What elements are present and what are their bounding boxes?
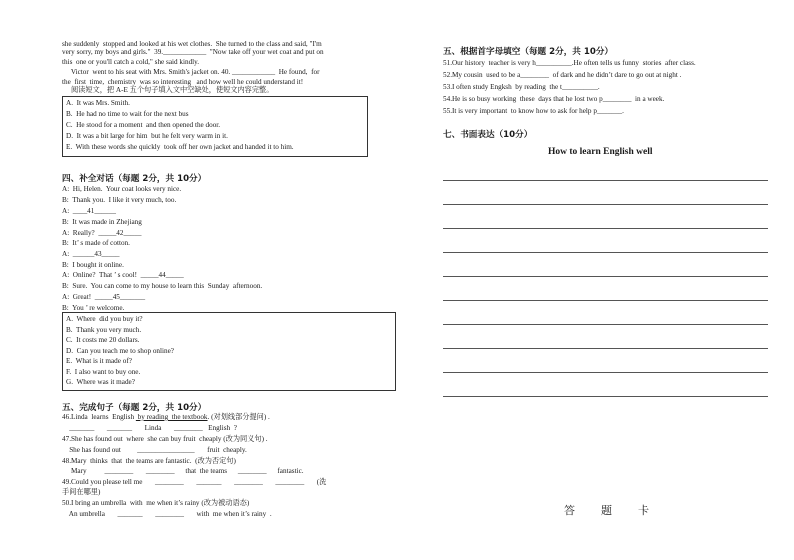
dialogue-line: B: It’ s made of cotton.	[62, 239, 130, 247]
writing-line	[443, 252, 768, 253]
sentence-line: She has found out ________________ fruit cheaply.	[62, 446, 247, 454]
writing-line	[443, 228, 768, 229]
passage-line: very sorry, my boys and girls." 39.____________ "Now take off your wet coat and put on	[62, 48, 324, 56]
passage-line: Victor went to his seat with Mrs. Smith's jacket on. 40. ____________ He found, for	[62, 68, 320, 76]
q46-text: 46.Linda learns English	[62, 413, 136, 421]
section-heading-initial-letters: 五、根据首字母填空（每题 2分，共 10分）	[443, 47, 614, 57]
dialogue-line: A: ____41______	[62, 207, 116, 215]
fill-line: 54.He is so busy working these days that he lost two p________ in a week.	[443, 95, 665, 103]
dialogue-line: B: I bought it online.	[62, 261, 124, 269]
passage-line: this one or you'll catch a cold," she said kindly.	[62, 58, 200, 66]
option-item: D. Can you teach me to shop online?	[66, 347, 174, 355]
writing-line	[443, 180, 768, 181]
dialogue-line: A: Great! _____45_______	[62, 293, 146, 301]
dialogue-line: A: Online? That ’ s cool! _____44_____	[62, 271, 184, 279]
sentence-line	[62, 413, 270, 422]
sentence-line: 47.She has found out where she can buy fruit cheaply (改为同义句) .	[62, 435, 268, 443]
sentence-line: 49.Could you please tell me ________ _______ ________ ________ (洗	[62, 478, 327, 486]
dialogue-line: A: Really? _____42_____	[62, 229, 142, 237]
option-item: G. Where was it made?	[66, 378, 135, 386]
passage-line: the first time, chemistry was so interesting and how well he could understand it!	[62, 78, 304, 86]
option-item: B. He had no time to wait for the next bus	[66, 110, 189, 118]
fill-line: 55.It is very important to know how to ask for help p_______.	[443, 107, 624, 115]
answer-card-label: 答题卡	[564, 504, 675, 517]
writing-line	[443, 396, 768, 397]
sentence-line: 手间在哪里)	[62, 488, 101, 496]
section-heading-complete-sentences: 五、完成句子（每题 2分，共 10分）	[62, 403, 207, 413]
option-item: C. It costs me 20 dollars.	[66, 336, 140, 344]
dialogue-line: A: ______43_____	[62, 250, 120, 258]
sentence-line: 48.Mary thinks that the teams are fantastic. (改为否定句)	[62, 457, 236, 465]
dialogue-line: B: It was made in Zhejiang	[62, 218, 142, 226]
sentence-line: Mary ________ ________ that the teams ________ fantastic.	[62, 467, 304, 475]
fill-line: 51.Our history teacher is very h__________.He often tells us funny stories after class.	[443, 59, 696, 67]
sentence-line: An umbrella _______ ________ with me when it’s rainy .	[62, 510, 272, 518]
section-heading-dialogue: 四、补全对话（每题 2分，共 10分）	[62, 174, 207, 184]
q46-instruction: . (对划线部分提问) .	[207, 413, 270, 421]
option-item: C. He stood for a moment and then opened the door.	[66, 121, 221, 129]
fill-line: 53.I often study Engksh by reading the t__________.	[443, 83, 600, 91]
option-item: F. I also want to buy one.	[66, 368, 141, 376]
passage-instruction: 阅读短文，把 A-E 五个句子填入文中空缺处，使短文内容完整。	[62, 86, 274, 94]
writing-line	[443, 300, 768, 301]
passage-line: she suddenly stopped and looked at his wet clothes. She turned to the class and said, "I'm	[62, 40, 322, 48]
section-heading-writing: 七、书面表达（10分）	[443, 130, 533, 140]
option-item: A. Where did you buy it?	[66, 315, 143, 323]
option-item: D. It was a bit large for him but he felt very warm in it.	[66, 132, 228, 140]
option-item: E. With these words she quickly took off her own jacket and handed it to him.	[66, 143, 294, 151]
sentence-line: 50.I bring an umbrella with me when it’s rainy (改为被动语态)	[62, 499, 250, 507]
dialogue-line: B: Thank you. I like it very much, too.	[62, 196, 177, 204]
dialogue-line: A: Hi, Helen. Your coat looks very nice.	[62, 185, 182, 193]
dialogue-line: B: You ’ re welcome.	[62, 304, 125, 312]
essay-title: How to learn English well	[548, 147, 653, 157]
fill-line: 52.My cousin used to be a________ of dark and he didn’t dare to go out at night .	[443, 71, 682, 79]
writing-line	[443, 324, 768, 325]
dialogue-line: B: Sure. You can come to my house to learn this Sunday afternoon.	[62, 282, 263, 290]
sentence-line: _______ _______ Linda ________ English ?	[62, 424, 237, 432]
writing-line	[443, 276, 768, 277]
option-item: A. It was Mrs. Smith.	[66, 99, 130, 107]
option-item: B. Thank you very much.	[66, 326, 142, 334]
q46-underlined: by reading the textbook	[135, 413, 208, 421]
writing-line	[443, 372, 768, 373]
option-item: E. What is it made of?	[66, 357, 132, 365]
writing-line	[443, 204, 768, 205]
writing-line	[443, 348, 768, 349]
